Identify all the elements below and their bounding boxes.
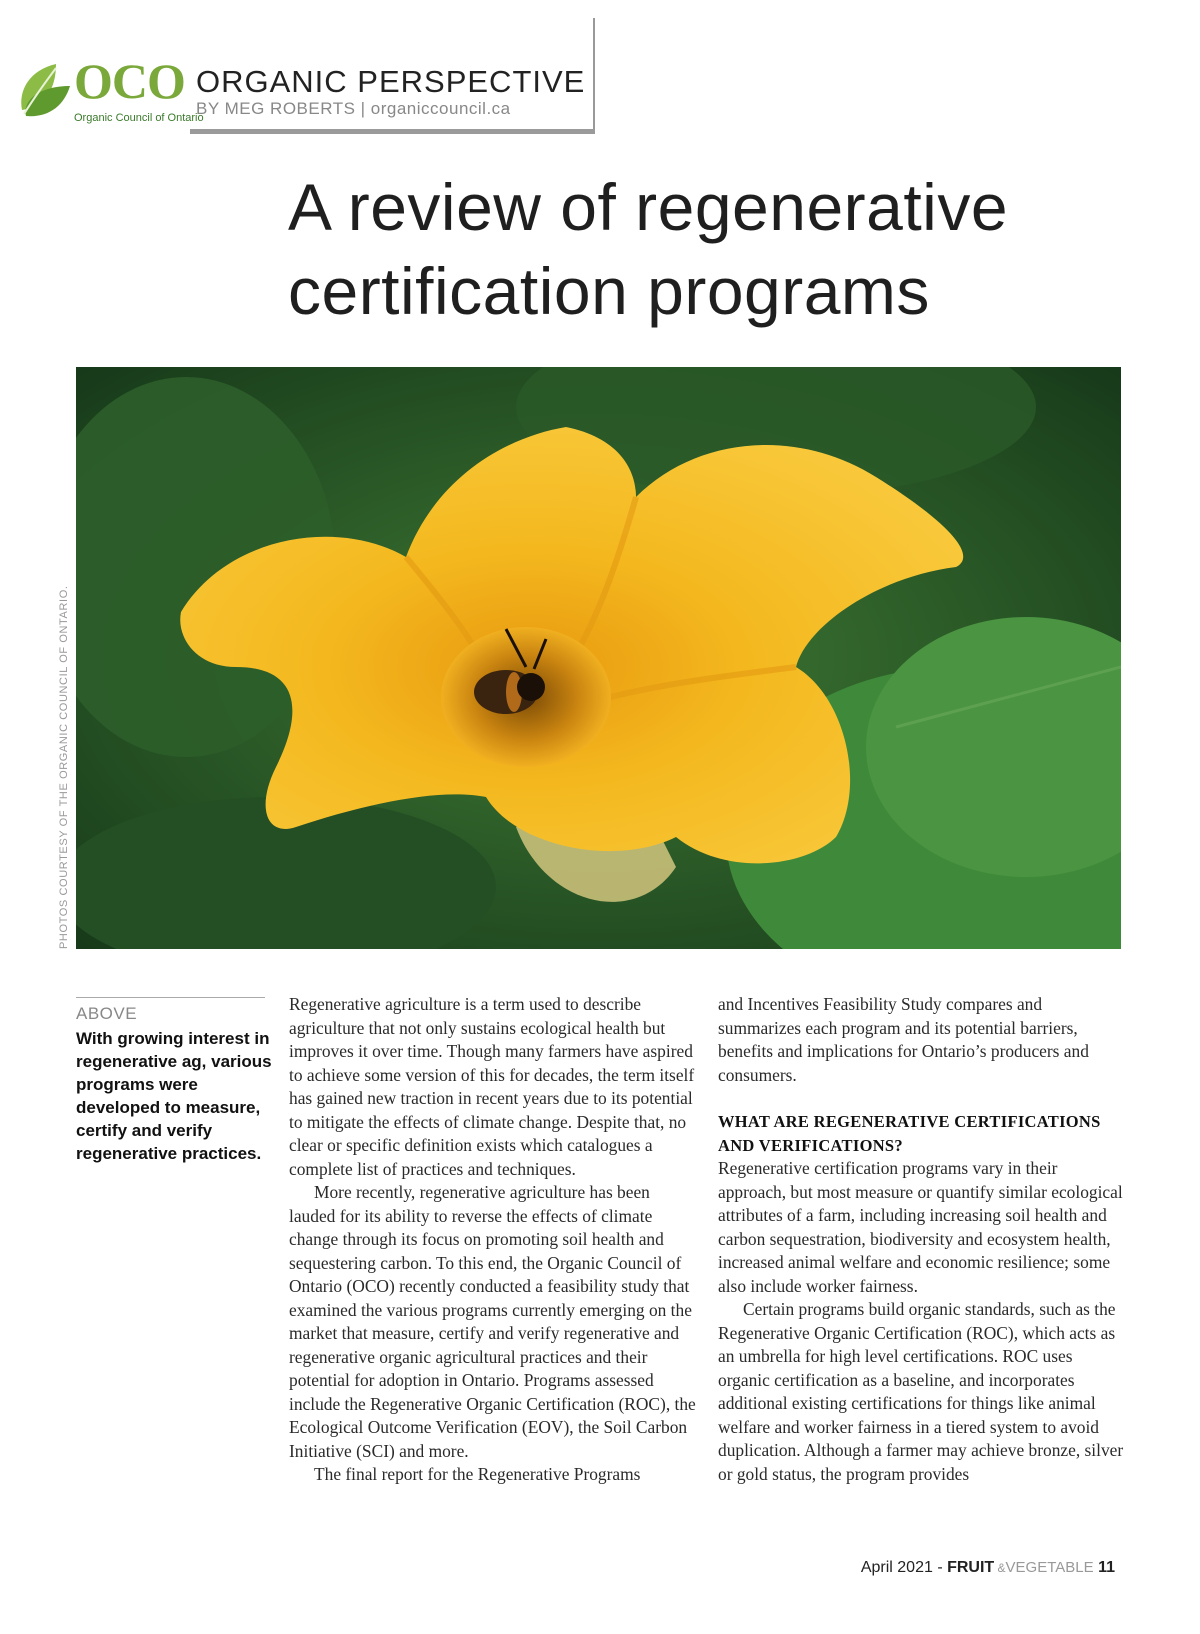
footer-brand-fruit: FRUIT	[947, 1559, 995, 1576]
footer-date: April 2021 -	[860, 1559, 948, 1576]
paragraph: Regenerative certification programs vary in their approach, but most measure or quantify similar ecological attributes of a farm, including increasing soil health and carbon sequestration, biodiversity and ecosystem health, increased animal welfare and economic resilience; some also include worker fairness.	[718, 1158, 1123, 1296]
article-headline	[288, 165, 1148, 333]
paragraph: The final report for the Regenerative Programs	[314, 1464, 641, 1484]
caption-rule	[76, 997, 265, 998]
oco-logo	[16, 53, 204, 130]
footer-ampersand: &	[994, 1561, 1006, 1575]
caption-label: ABOVE	[76, 1004, 138, 1023]
headline-line-2: certification programs	[288, 254, 930, 328]
column-title: ORGANIC PERSPECTIVE	[196, 64, 586, 99]
body-column-2	[718, 993, 1128, 1486]
logo-subtitle: Organic Council of Ontario	[74, 112, 204, 124]
column-header	[196, 66, 585, 119]
squash-blossom-photo	[76, 367, 1121, 949]
body-column-1	[289, 993, 699, 1487]
footer-brand-vegetable: VEGETABLE	[1005, 1559, 1094, 1576]
logo-wordmark: OCO	[74, 53, 185, 109]
header-divider-horizontal	[190, 129, 595, 134]
page-footer	[861, 1559, 1115, 1577]
page-number: 11	[1093, 1559, 1115, 1576]
section-heading: WHAT ARE REGENERATIVE CERTIFICATIONS AND VERIFICATIONS?	[718, 1112, 1101, 1155]
paragraph: Certain programs build organic standards, such as the Regenerative Organic Certification (ROC), which acts as an umbrella for high level certifications. ROC uses organic certification as a baseline, and incorporates additional existing certifications for things like animal welfare and worker fairness in a tiered system to avoid duplication. Although a farmer may achieve bronze, silver or gold status, the program provides	[718, 1299, 1124, 1484]
caption-text: With growing interest in regenerative ag, various programs were developed to measure, certify and verify regenerative practices.	[76, 1029, 272, 1163]
paragraph: and Incentives Feasibility Study compares and summarizes each program and its potential barriers, benefits and implications for Ontario’s producers and consumers.	[718, 994, 1089, 1085]
byline: BY MEG ROBERTS | organiccouncil.ca	[196, 99, 511, 118]
photo-credit: PHOTOS COURTESY OF THE ORGANIC COUNCIL OF ONTARIO.	[58, 585, 70, 949]
paragraph: More recently, regenerative agriculture has been lauded for its ability to reverse the effects of climate change through its focus on promoting soil health and sequestering carbon. To this end, the Organic Council of Ontario (OCO) recently conducted a feasibility study that examined the various programs currently emerging on the market that measure, certify and verify regenerative and regenerative organic agricultural practices and their potential for adoption in Ontario. Programs assessed include the Regenerative Organic Certification (ROC), the Ecological Outcome Verification (EOV), the Soil Carbon Initiative (SCI) and more.	[289, 1182, 696, 1461]
leaf-logo-icon	[16, 60, 74, 122]
headline-line-1: A review of regenerative	[288, 170, 1009, 244]
paragraph: Regenerative agriculture is a term used to describe agriculture that not only sustains ecological health but improves it over time. Though many farmers have aspired to achieve some version of this for decades, the term itself has gained new traction in recent years due to its potential to mitigate the effects of climate change. Despite that, no clear or specific definition exists which catalogues a complete list of practices and techniques.	[289, 994, 695, 1179]
header-divider-vertical	[593, 18, 595, 134]
